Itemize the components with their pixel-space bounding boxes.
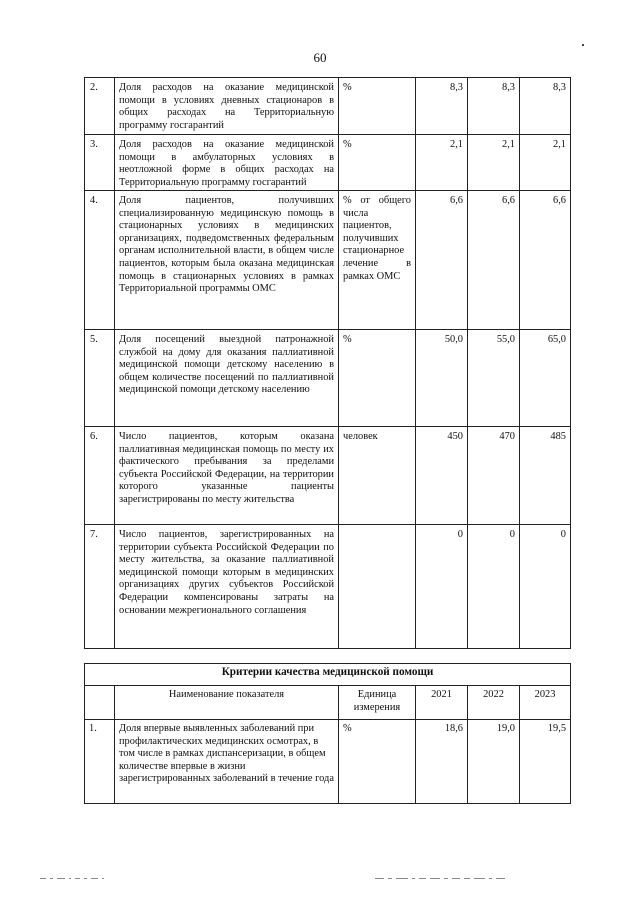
row-number: 7.: [85, 525, 115, 649]
indicator-unit: %: [339, 78, 416, 135]
indicator-name: Доля расходов на оказание медицинской помощи в амбулаторных условиях в неотложной форме в общих расходах на Территориальную программу госгарантий: [115, 135, 339, 191]
value-2021: 18,6: [416, 720, 468, 804]
value-2023: 2,1: [520, 135, 571, 191]
scan-noise-left: [40, 878, 108, 880]
table-title: Критерии качества медицинской помощи: [85, 664, 571, 686]
page-number: 60: [313, 50, 327, 65]
column-header-number: [85, 686, 115, 720]
value-2023: 485: [520, 427, 571, 525]
indicators-table-continued: [84, 77, 571, 649]
table-row: [85, 720, 571, 804]
value-2023: 8,3: [520, 78, 571, 135]
value-2022: 8,3: [468, 78, 520, 135]
table-header-row: [85, 686, 571, 720]
value-2021: 8,3: [416, 78, 468, 135]
table-row: [85, 427, 571, 525]
value-2021: 450: [416, 427, 468, 525]
table-row: [85, 135, 571, 191]
scan-dot-mark: [582, 44, 584, 46]
column-header-2022: 2022: [468, 686, 520, 720]
indicator-name: Доля посещений выездной патронажной службой на дому для оказания паллиативной медицинской помощи детскому населению в общем количестве посещений по паллиативной медицинской помощи детскому населению: [115, 330, 339, 427]
indicator-unit: % от общего числа пациентов, получивших стационарное лечение в рамках ОМС: [339, 191, 416, 330]
scan-noise-right: [375, 878, 509, 880]
value-2021: 50,0: [416, 330, 468, 427]
value-2022: 470: [468, 427, 520, 525]
value-2023: 19,5: [520, 720, 571, 804]
value-2022: 6,6: [468, 191, 520, 330]
row-number: 6.: [85, 427, 115, 525]
value-2021: 2,1: [416, 135, 468, 191]
quality-criteria-table: [84, 663, 571, 804]
value-2023: 0: [520, 525, 571, 649]
row-number: 3.: [85, 135, 115, 191]
column-header-name: Наименование показателя: [115, 686, 339, 720]
value-2022: 55,0: [468, 330, 520, 427]
table-row: [85, 525, 571, 649]
indicator-name: Доля впервые выявленных заболеваний при профилактических медицинских осмотрах, в том числе в рамках диспансеризации, в общем количестве впервые в жизни зарегистрированных заболеваний в течение года: [115, 720, 339, 804]
table-row: [85, 78, 571, 135]
value-2023: 65,0: [520, 330, 571, 427]
value-2021: 0: [416, 525, 468, 649]
column-header-2021: 2021: [416, 686, 468, 720]
row-number: 2.: [85, 78, 115, 135]
table-title-row: [85, 664, 571, 686]
indicator-name: Доля расходов на оказание медицинской помощи в условиях дневных стационаров в общих расходах на Территориальную программу госгарантий: [115, 78, 339, 135]
row-number: 1.: [85, 720, 115, 804]
column-header-2023: 2023: [520, 686, 571, 720]
column-header-unit: Единица измерения: [339, 686, 416, 720]
value-2022: 19,0: [468, 720, 520, 804]
indicator-name: Число пациентов, зарегистрированных на территории субъекта Российской Федерации по месту жительства, за оказание паллиативной медицинской помощи которым в медицинских организациях других субъектов Российской Федерации компенсированы затраты на основании межрегионального соглашения: [115, 525, 339, 649]
indicator-unit: %: [339, 330, 416, 427]
indicator-unit: человек: [339, 427, 416, 525]
value-2022: 2,1: [468, 135, 520, 191]
value-2023: 6,6: [520, 191, 571, 330]
table-row: [85, 330, 571, 427]
indicator-name: Доля пациентов, получивших специализированную медицинскую помощь в стационарных условиях в медицинских организациях, подведомственных федеральным органам исполнительной власти, в общем числе пациентов, которым была оказана медицинская помощь в стационарных условиях в рамках Территориальной программы ОМС: [115, 191, 339, 330]
value-2022: 0: [468, 525, 520, 649]
indicator-unit: %: [339, 720, 416, 804]
value-2021: 6,6: [416, 191, 468, 330]
indicator-unit: [339, 525, 416, 649]
indicator-unit: %: [339, 135, 416, 191]
table-row: [85, 191, 571, 330]
indicator-name: Число пациентов, которым оказана паллиативная медицинская помощь по месту их фактического пребывания за пределами субъекта Российской Федерации, на территории которого указанные пациенты зарегистрированы по месту жительства: [115, 427, 339, 525]
row-number: 5.: [85, 330, 115, 427]
row-number: 4.: [85, 191, 115, 330]
